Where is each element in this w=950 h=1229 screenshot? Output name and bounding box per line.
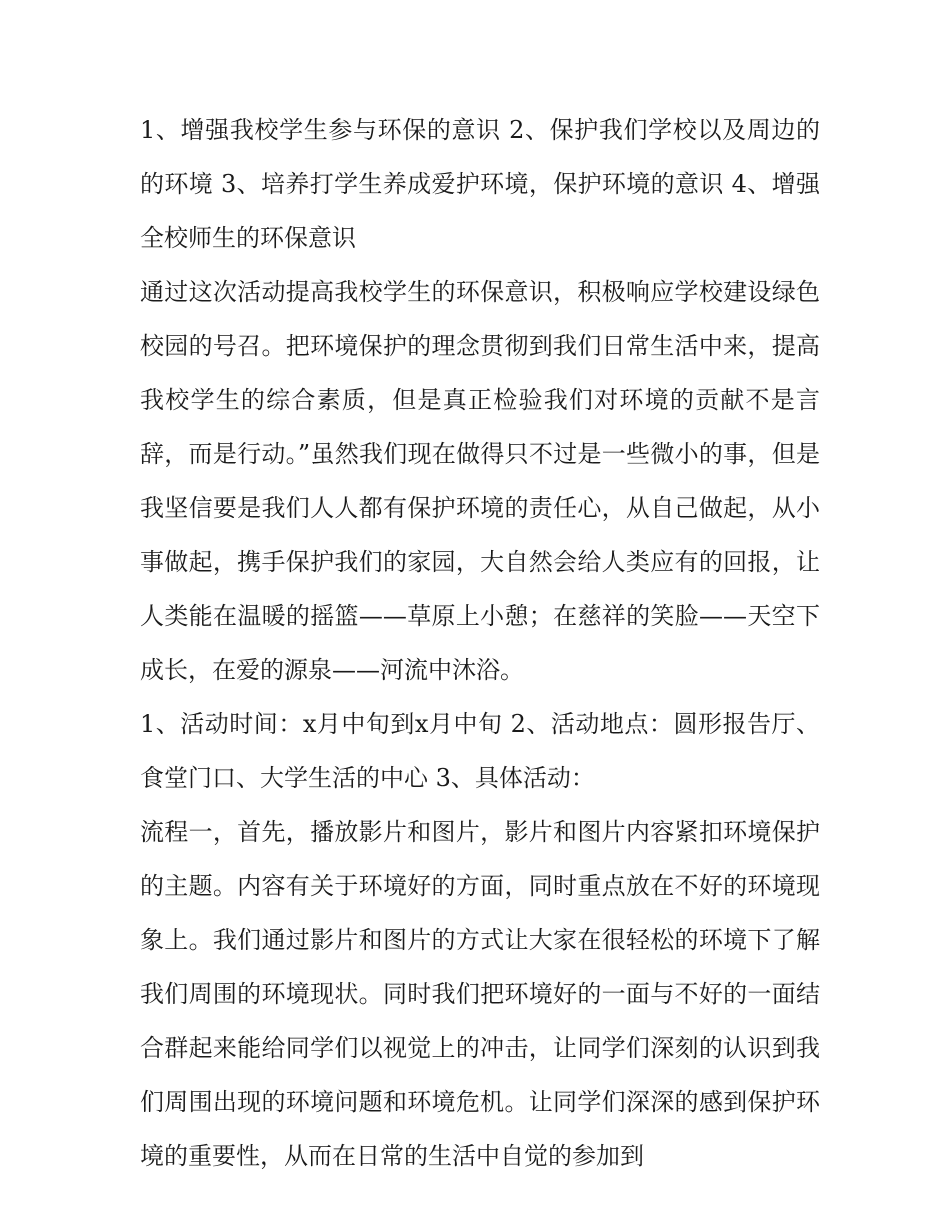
- purpose-paragraph: 通过这次活动提高我校学生的环保意识，积极响应学校建设绿色校园的号召。把环境保护的理念贯彻到我们日常生活中来，提高我校学生的综合素质，但是真正检验我们对环境的贡献不是言辞，而是行动。”虽然我们现在做得只不过是一些微小的事，但是我坚信要是我们人人都有保护环境的责任心，从自己做起，从小事做起，携手保护我们的家园，大自然会给人类应有的回报，让人类能在温暖的摇篮——草原上小憩；在慈祥的笑脸——天空下成长，在爱的源泉——河流中沐浴。: [140, 278, 820, 684]
- schedule-paragraph: 1、活动时间：x月中旬到x月中旬 2、活动地点：圆形报告厅、食堂门口、大学生活的中心 3、具体活动：: [140, 710, 820, 792]
- process-paragraph: 流程一，首先，播放影片和图片，影片和图片内容紧扣环境保护的主题。内容有关于环境好的方面，同时重点放在不好的环境现象上。我们通过影片和图片的方式让大家在很轻松的环境下了解我们周围的环境现状。同时我们把环境好的一面与不好的一面结合群起来能给同学们以视觉上的冲击，让同学们深刻的认识到我们周围出现的环境问题和环境危机。让同学们深深的感到保护环境的重要性，从而在日常的生活中自觉的参加到: [140, 818, 820, 1170]
- goals-paragraph: 1、增强我校学生参与环保的意识 2、保护我们学校以及周边的的环境 3、培养打学生养成爱护环境，保护环境的意识 4、增强全校师生的环保意识: [140, 116, 820, 252]
- document-page: [140, 103, 820, 1183]
